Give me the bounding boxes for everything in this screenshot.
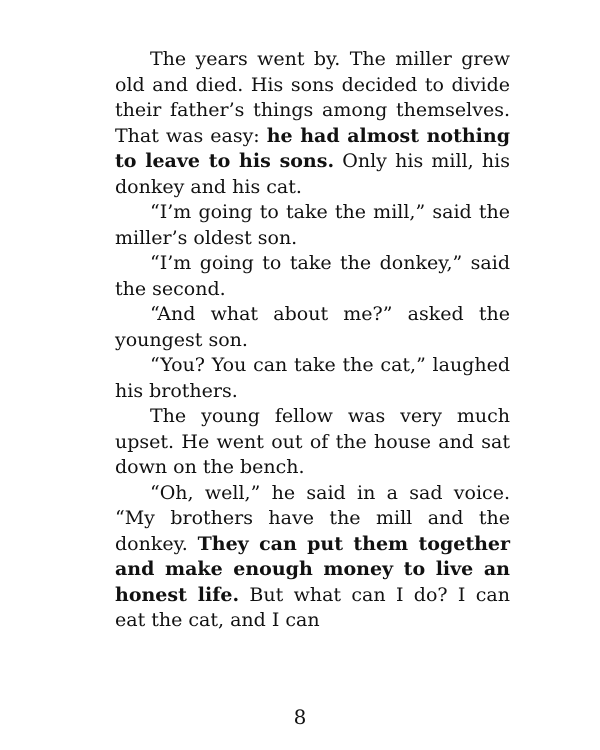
page-number: 8 [293, 705, 307, 729]
paragraph-7-text: “Oh, well,” he said in a sad voice. “My brothers have the mill and the donkey. [115, 481, 510, 555]
paragraph-1 [115, 47, 510, 200]
paragraph-3 [115, 251, 510, 302]
paragraph-4-text: “And what about me?” asked the youngest son. [115, 303, 510, 351]
paragraph-6-text: The young fellow was very much upset. He went out of the house and sat down on the bench. [115, 405, 510, 478]
paragraph-5 [115, 353, 510, 404]
paragraph-5-text: “You? You can take the cat,” laughed his brothers. [115, 354, 510, 402]
body-text [115, 47, 510, 634]
paragraph-7-bold-text: They can put them together and make enough money to live an honest life. [115, 532, 511, 606]
paragraph-3-text: “I’m going to take the donkey,” said the second. [115, 252, 510, 300]
paragraph-1-text-end: Only his mill, his donkey and his cat. [115, 150, 510, 198]
paragraph-1-text: The years went by. The miller grew old and died. His sons decided to divide their father’s things among themselves. That was easy: [115, 48, 510, 147]
paragraph-4 [115, 302, 510, 353]
paragraph-1-bold-text: he had almost nothing to leave to his sons. [115, 124, 510, 172]
paragraph-2 [115, 200, 510, 251]
paragraph-2-text: “I’m going to take the mill,” said the miller’s oldest son. [115, 201, 510, 249]
paragraph-7-text-end: But what can I do? I can eat the cat, and I can [115, 583, 510, 631]
paragraph-7 [115, 481, 510, 634]
paragraph-6 [115, 404, 510, 481]
